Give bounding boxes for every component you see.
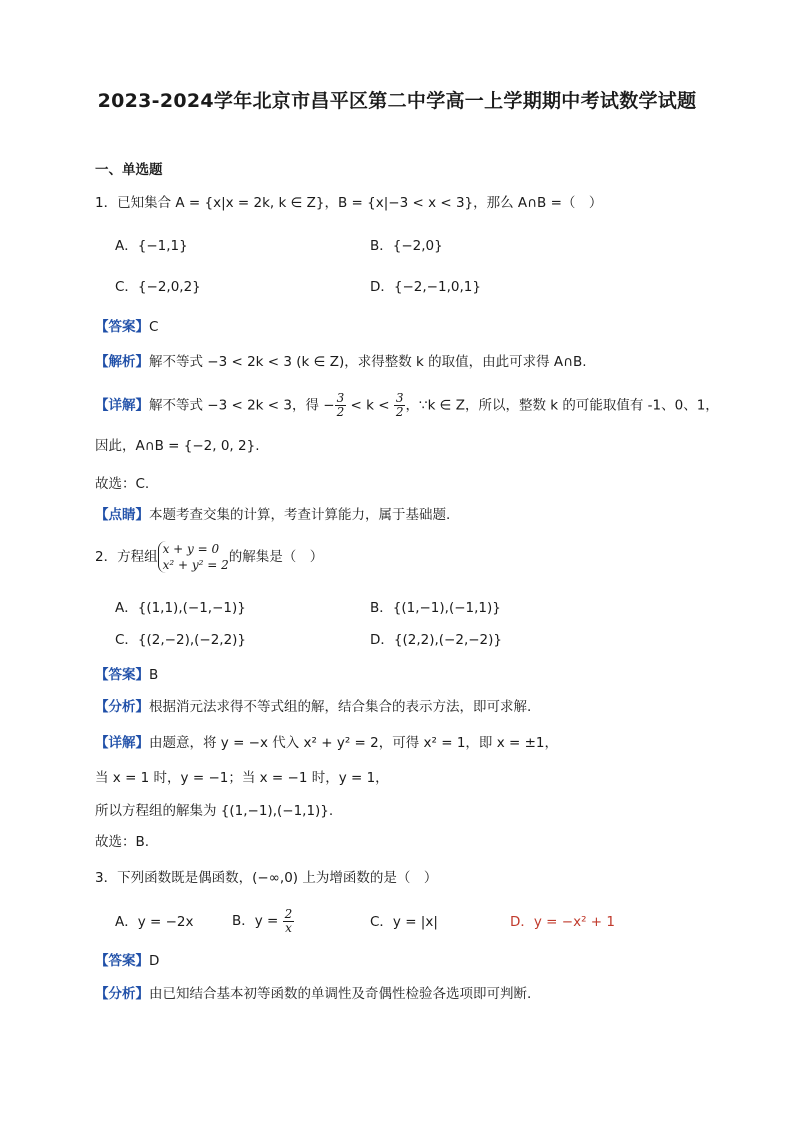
page-title: 2023-2024学年北京市昌平区第二中学高一上学期期中考试数学试题 [97, 90, 697, 112]
q1-stem: 1．已知集合 A = {x|x = 2k, k ∈ Z}，B = {x|−3 < x < 3}，那么 A∩B =（ ） [95, 195, 603, 211]
answer-tag: 【答案】 [95, 319, 149, 335]
comment-tag: 【点睛】 [95, 507, 149, 523]
q1-option-c: C．{−2,0,2} [115, 279, 201, 295]
fraction-denominator: 2 [336, 405, 345, 419]
fraction-denominator: 2 [395, 405, 404, 419]
fraction [335, 392, 347, 419]
q1-option-d: D．{−2,−1,0,1} [370, 279, 481, 295]
equation-2: x² + y² = 2 [162, 558, 229, 572]
fraction [394, 392, 406, 419]
analysis-text: 由已知结合基本初等函数的单调性及奇偶性检验各选项即可判断. [149, 986, 532, 1002]
q2-choose: 故选：B. [95, 834, 150, 850]
q1-choose: 故选：C. [95, 476, 150, 492]
q2-stem [95, 540, 323, 574]
equation-1: x + y = 0 [162, 542, 220, 556]
analysis-tag: 【解析】 [95, 354, 149, 370]
fraction-numerator: 2 [284, 906, 293, 921]
detail-tag: 【详解】 [95, 397, 149, 414]
analysis-text: 解不等式 −3 < 2k < 3 (k ∈ Z)，求得整数 k 的取值，由此可求得 A∩B. [149, 354, 587, 370]
detail-text: 由题意，将 y = −x 代入 x² + y² = 2，可得 x² = 1，即 x = ±1， [149, 735, 558, 751]
q2-option-b: B．{(1,−1),(−1,1)} [370, 600, 501, 616]
analysis-tag: 【分析】 [95, 986, 149, 1002]
fraction-numerator: 3 [336, 391, 345, 405]
q1-option-a: A．{−1,1} [115, 238, 188, 254]
q2-option-c: C．{(2,−2),(−2,2)} [115, 632, 247, 648]
q3-option-a: A．y = −2x [115, 914, 194, 930]
answer-tag: 【答案】 [95, 953, 149, 969]
answer-value: D [149, 953, 160, 969]
q2-detail-line-1 [95, 733, 558, 753]
detail-tag: 【详解】 [95, 735, 149, 751]
q3-analysis [95, 984, 531, 1004]
q1-answer [95, 317, 158, 337]
equation-system [158, 541, 229, 573]
detail-text: < k < [346, 397, 394, 414]
q2-stem-prefix: 2．方程组 [95, 549, 158, 565]
analysis-tag: 【分析】 [95, 699, 149, 715]
q3-option-b-prefix: B．y = [232, 913, 283, 929]
q2-detail-line-3: 所以方程组的解集为 {(1,−1),(−1,1)}. [95, 803, 334, 819]
q3-answer [95, 951, 159, 971]
q2-stem-suffix: 的解集是（ ） [228, 549, 324, 565]
analysis-text: 根据消元法求得不等式组的解，结合集合的表示方法，即可求解. [149, 699, 532, 715]
detail-text: 解不等式 −3 < 2k < 3，得 − [149, 397, 335, 414]
q3-option-c: C．y = |x| [370, 914, 438, 930]
q3-option-b [232, 904, 294, 938]
q2-option-d: D．{(2,2),(−2,−2)} [370, 632, 502, 648]
q3-stem: 3．下列函数既是偶函数，(−∞,0) 上为增函数的是（ ） [95, 870, 438, 886]
q2-detail-line-2: 当 x = 1 时，y = −1；当 x = −1 时，y = 1， [95, 770, 389, 786]
q1-analysis [95, 352, 587, 372]
answer-value: C [149, 319, 159, 335]
q3-option-d: D．y = −x² + 1 [510, 914, 615, 930]
q1-detail-line-1 [95, 392, 719, 419]
detail-text: ，∵k ∈ Z，所以，整数 k 的可能取值有 -1、0、1， [405, 397, 719, 414]
fraction-denominator: x [285, 920, 292, 935]
fraction [283, 908, 295, 935]
answer-value: B [149, 667, 159, 683]
section-heading: 一、单选题 [95, 162, 163, 178]
q1-detail-line-2: 因此，A∩B = {−2, 0, 2}. [95, 438, 260, 454]
comment-text: 本题考查交集的计算，考查计算能力，属于基础题. [149, 507, 451, 523]
q1-option-b: B．{−2,0} [370, 238, 443, 254]
fraction-numerator: 3 [395, 391, 404, 405]
q2-option-a: A．{(1,1),(−1,−1)} [115, 600, 246, 616]
q2-answer [95, 665, 158, 685]
answer-tag: 【答案】 [95, 667, 149, 683]
q2-analysis [95, 697, 531, 717]
q1-comment [95, 505, 450, 525]
